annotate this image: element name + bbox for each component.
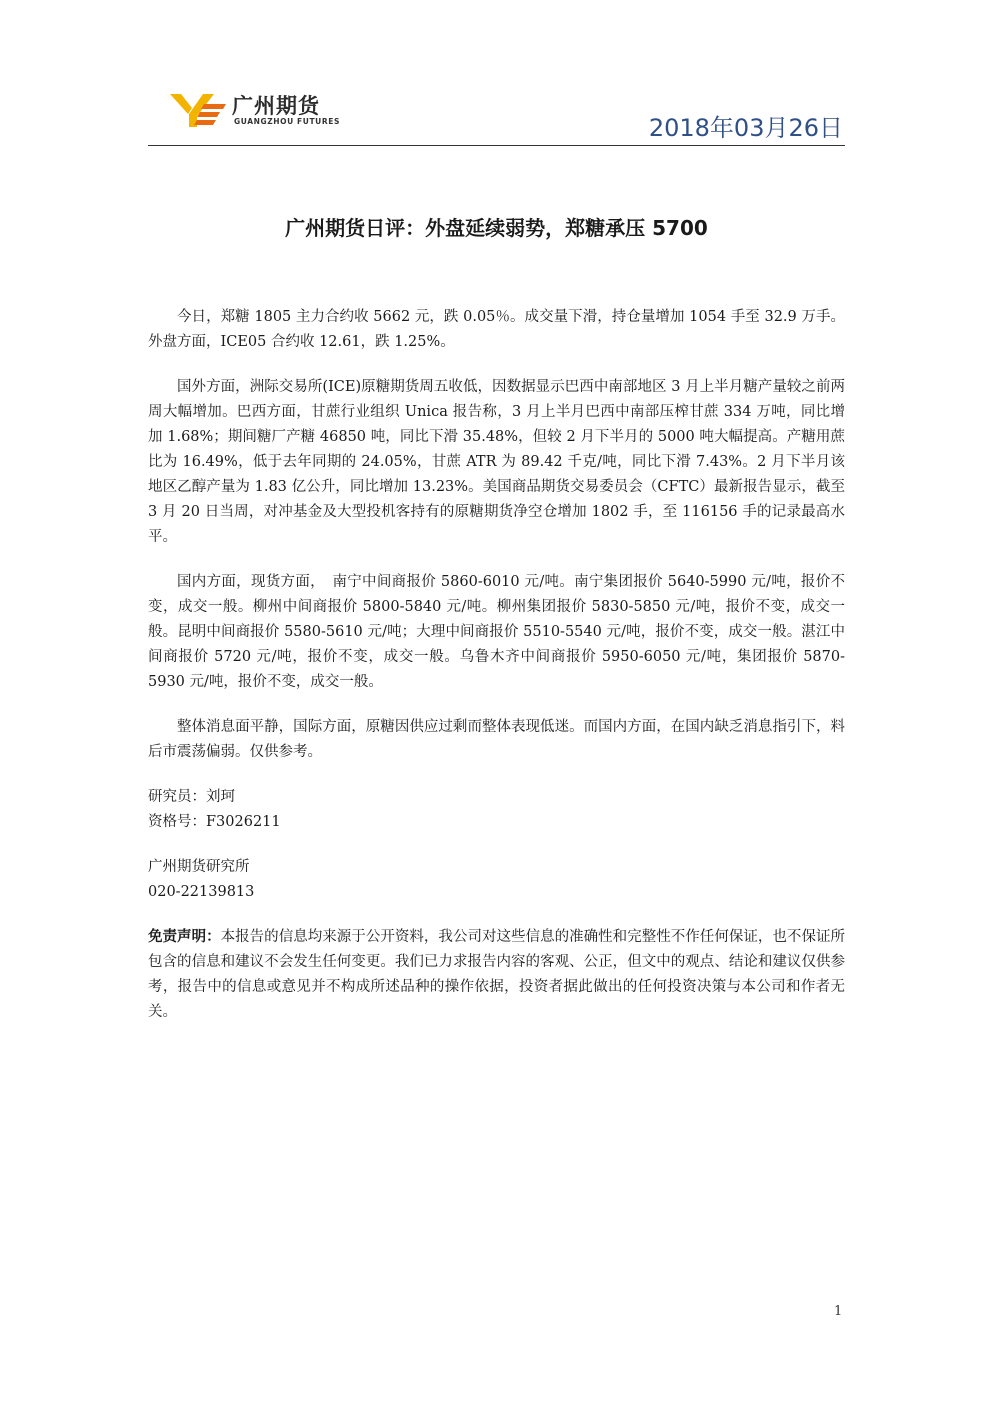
disclaimer-label: 免责声明： bbox=[148, 929, 221, 945]
disclaimer-text: 本报告的信息均来源于公开资料，我公司对这些信息的准确性和完整性不作任何保证，也不保证所包含的信息和建议不会发生任何变更。我们已力求报告内容的客观、公正，但文中的观点、结论和建议仅供参考，报告中的信息或意见并不构成所述品种的操作依据，投资者据此做出的任何投资决策与本公司和作者无关。 bbox=[148, 929, 845, 1020]
paragraph-outlook: 整体消息面平静，国际方面，原糖因供应过剩而整体表现低迷。而国内方面，在国内缺乏消息指引下，料后市震荡偏弱。仅供参考。 bbox=[148, 719, 845, 760]
institute-name: 广州期货研究所 bbox=[148, 859, 250, 875]
logo-english-name: GUANGZHOU FUTURES bbox=[234, 117, 340, 126]
guangzhou-futures-logo-icon bbox=[170, 92, 226, 128]
paragraph-overseas: 国外方面，洲际交易所(ICE)原糖期货周五收低，因数据显示巴西中南部地区 3 月上半月糖产量较之前两周大幅增加。巴西方面，甘蔗行业组织 Unica 报告称，3 月上半月巴西中南部压榨甘蔗 334 万吨，同比增加 1.68%；期间糖厂产糖 46850 吨，同比下滑 35.48%，但较 2 月下半月的 5000 吨大幅提高。产糖用蔗比为 16.49%，低于去年同期的 24.05%，甘蔗 ATR 为 89.42 千克/吨，同比下滑 7.43%。2 月下半月该地区乙醇产量为 1.83 亿公升，同比增加 13.23%。美国商品期货交易委员会（CFTC）最新报告显示，截至 3 月 20 日当周，对冲基金及大型投机客持有的原糖期货净空仓增加 1802 手，至 116156 手的记录最高水平。 bbox=[148, 379, 845, 545]
researcher-name: 研究员：刘珂 bbox=[148, 789, 235, 805]
header-divider bbox=[148, 145, 845, 146]
researcher-info bbox=[148, 785, 845, 835]
institute-phone: 020-22139813 bbox=[148, 884, 255, 900]
page-header bbox=[148, 86, 845, 146]
logo-chinese-name: 广州期货 bbox=[232, 94, 320, 118]
paragraph-market-summary: 今日，郑糖 1805 主力合约收 5662 元，跌 0.05％。成交量下滑，持仓量增加 1054 手至 32.9 万手。外盘方面，ICE05 合约收 12.61，跌 1.25%。 bbox=[148, 309, 845, 350]
company-logo bbox=[170, 90, 350, 132]
page-number: 1 bbox=[834, 1304, 843, 1319]
paragraph-domestic-spot: 国内方面，现货方面， 南宁中间商报价 5860-6010 元/吨。南宁集团报价 5640-5990 元/吨，报价不变，成交一般。柳州中间商报价 5800-5840 元/吨。柳州集团报价 5830-5850 元/吨，报价不变，成交一般。昆明中间商报价 5580-5610 元/吨；大理中间商报价 5510-5540 元/吨，报价不变，成交一般。湛江中间商报价 5720 元/吨，报价不变，成交一般。乌鲁木齐中间商报价 5950-6050 元/吨，集团报价 5870-5930 元/吨，报价不变，成交一般。 bbox=[148, 574, 845, 690]
institute-info bbox=[148, 855, 845, 905]
report-date: 2018年03月26日 bbox=[648, 114, 843, 142]
disclaimer bbox=[148, 925, 845, 1025]
report-body bbox=[148, 305, 845, 1025]
researcher-qualification: 资格号：F3026211 bbox=[148, 814, 281, 830]
report-title: 广州期货日评：外盘延续弱势，郑糖承压 5700 bbox=[285, 216, 708, 240]
